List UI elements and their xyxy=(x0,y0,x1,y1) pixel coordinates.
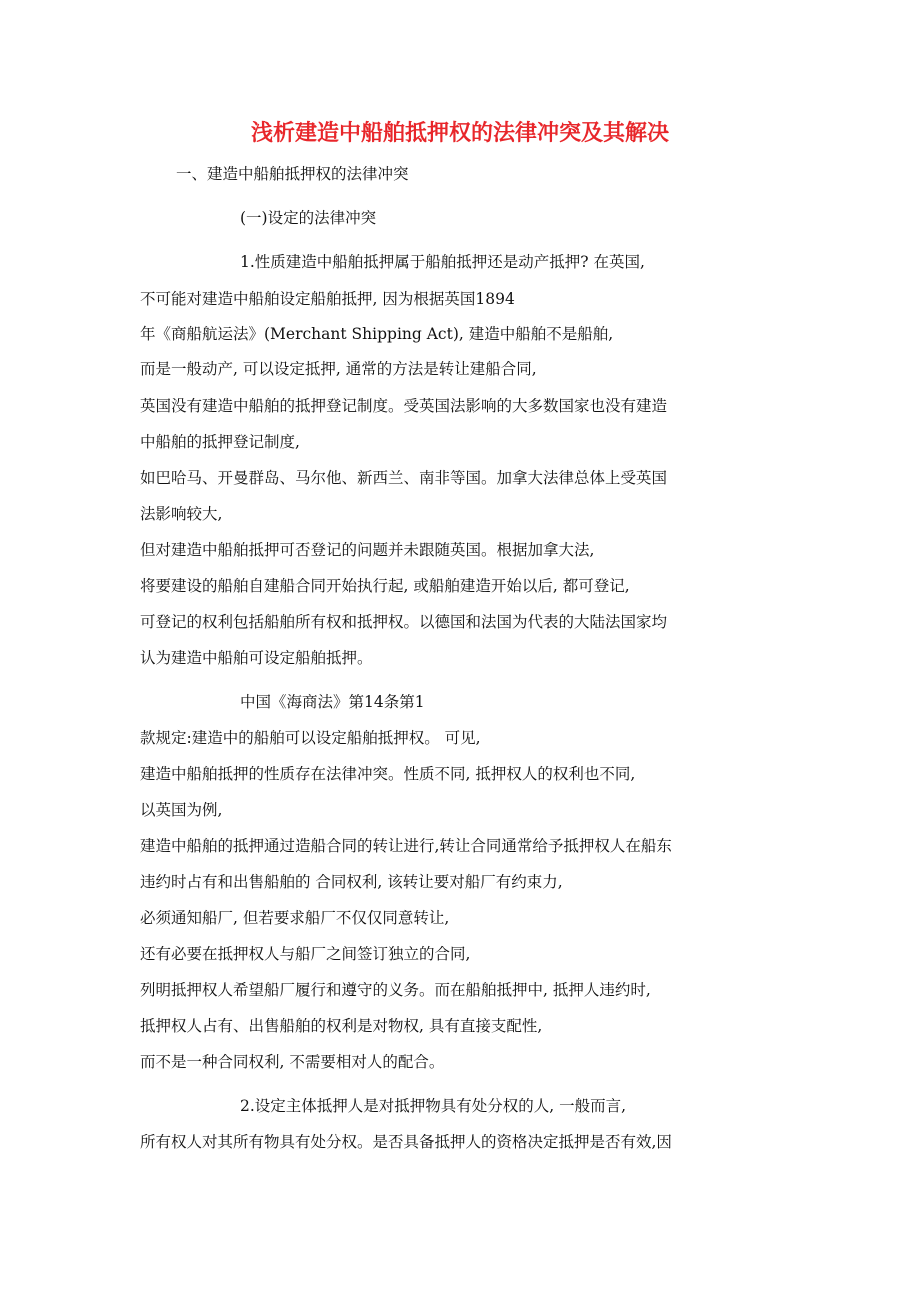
paragraph-line: 英国没有建造中船舶的抵押登记制度。受英国法影响的大多数国家也没有建造 xyxy=(140,397,668,415)
paragraph-line: 而不是一种合同权利, 不需要相对人的配合。 xyxy=(140,1053,445,1071)
paragraph-line: 以英国为例, xyxy=(140,801,223,819)
paragraph-line: 年《商船航运法》(Merchant Shipping Act), 建造中船舶不是船舶, xyxy=(140,325,614,343)
paragraph-line: 建造中船舶抵押的性质存在法律冲突。性质不同, 抵押权人的权利也不同, xyxy=(140,765,636,783)
paragraph-line: 款规定:建造中的船舶可以设定船舶抵押权。 可见, xyxy=(140,729,481,747)
paragraph-line: 所有权人对其所有物具有处分权。是否具备抵押人的资格决定抵押是否有效,因 xyxy=(140,1133,672,1151)
paragraph-line: 如巴哈马、开曼群岛、马尔他、新西兰、南非等国。加拿大法律总体上受英国 xyxy=(140,469,668,487)
paragraph-line: 而是一般动产, 可以设定抵押, 通常的方法是转让建船合同, xyxy=(140,360,537,378)
paragraph-line: 抵押权人占有、出售船舶的权利是对物权, 具有直接支配性, xyxy=(140,1017,543,1035)
paragraph-line: 但对建造中船舶抵押可否登记的问题并未跟随英国。根据加拿大法, xyxy=(140,541,595,559)
paragraph-line: 列明抵押权人希望船厂履行和遵守的义务。而在船舶抵押中, 抵押人违约时, xyxy=(140,981,651,999)
subsection-heading: (一)设定的法律冲突 xyxy=(240,209,377,227)
paragraph-line: 必须通知船厂, 但若要求船厂不仅仅同意转让, xyxy=(140,909,450,927)
paragraph-line: 2.设定主体抵押人是对抵押物具有处分权的人, 一般而言, xyxy=(240,1097,627,1115)
section-heading: 一、建造中船舶抵押权的法律冲突 xyxy=(176,165,409,183)
paragraph-line: 1.性质建造中船舶抵押属于船舶抵押还是动产抵押? 在英国, xyxy=(240,253,645,271)
paragraph-line: 违约时占有和出售船舶的 合同权利, 该转让要对船厂有约束力, xyxy=(140,873,563,891)
paragraph-line: 将要建设的船舶自建船合同开始执行起, 或船舶建造开始以后, 都可登记, xyxy=(140,577,630,595)
paragraph-line: 法影响较大, xyxy=(140,505,223,523)
paragraph-line: 认为建造中船舶可设定船舶抵押。 xyxy=(140,649,373,667)
paragraph-line: 还有必要在抵押权人与船厂之间签订独立的合同, xyxy=(140,945,471,963)
paragraph-line: 中国《海商法》第14条第1 xyxy=(240,693,425,711)
paragraph-line: 可登记的权利包括船舶所有权和抵押权。以德国和法国为代表的大陆法国家均 xyxy=(140,613,668,631)
paragraph-line: 不可能对建造中船舶设定船舶抵押, 因为根据英国1894 xyxy=(140,290,515,308)
paragraph-line: 中船舶的抵押登记制度, xyxy=(140,433,300,451)
document-title: 浅析建造中船舶抵押权的法律冲突及其解决 xyxy=(250,121,669,146)
paragraph-line: 建造中船舶的抵押通过造船合同的转让进行,转让合同通常给予抵押权人在船东 xyxy=(140,837,672,855)
